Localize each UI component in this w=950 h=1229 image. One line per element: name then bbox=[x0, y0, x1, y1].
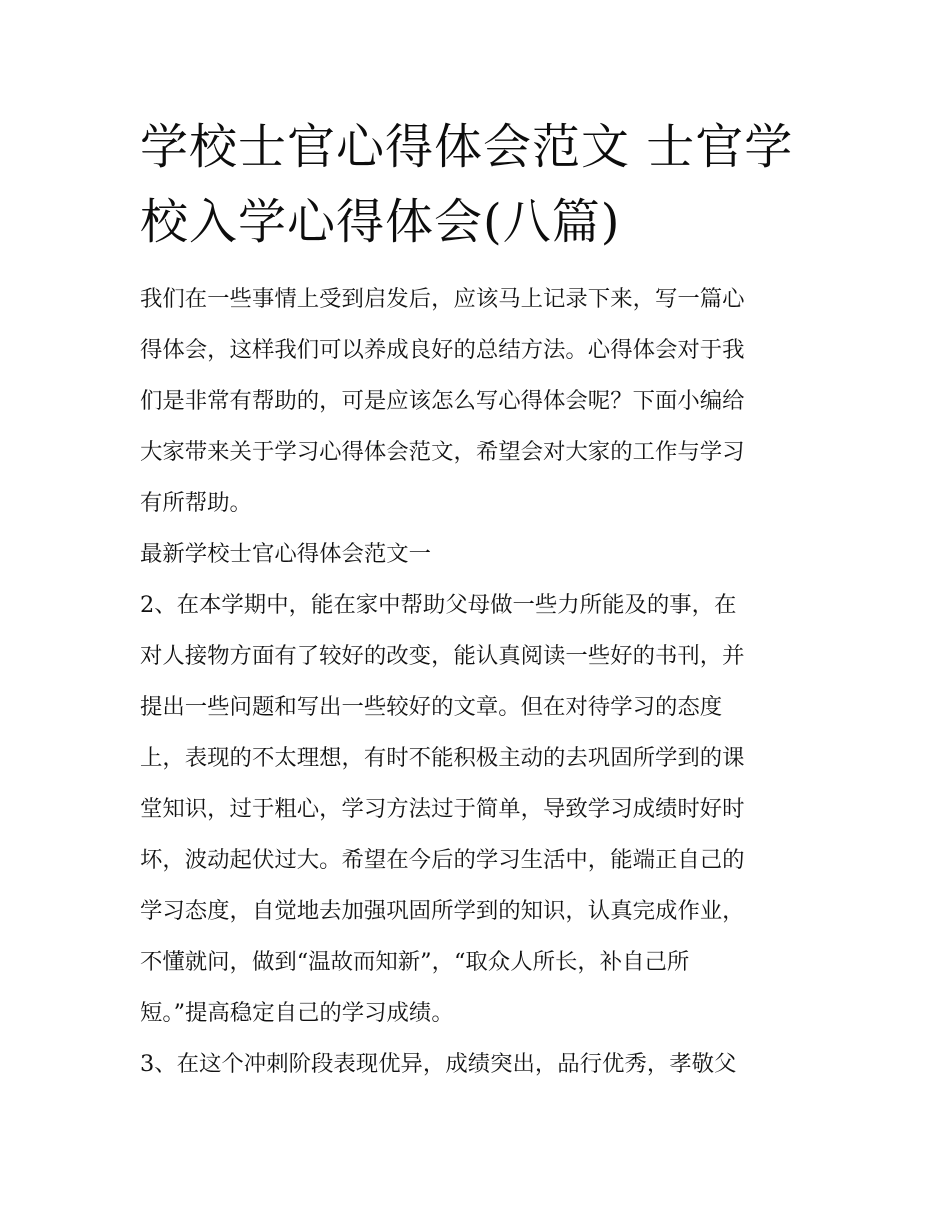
text-line: 有所帮助。 bbox=[140, 490, 252, 516]
text-line: 大家带来关于学习心得体会范文，希望会对大家的工作与学习 bbox=[140, 439, 745, 465]
text-line: 堂知识，过于粗心，学习方法过于简单，导致学习成绩时好时 bbox=[140, 796, 745, 822]
section-heading: 最新学校士官心得体会范文一 bbox=[140, 541, 432, 567]
text-line: 2、在本学期中，能在家中帮助父母做一些力所能及的事，在 bbox=[140, 592, 737, 618]
item-2-paragraph bbox=[140, 580, 812, 1039]
text-line: 上，表现的不太理想，有时不能积极主动的去巩固所学到的课 bbox=[140, 745, 745, 771]
text-line: 我们在一些事情上受到启发后，应该马上记录下来，写一篇心 bbox=[140, 286, 745, 312]
text-line: 得体会，这样我们可以养成良好的总结方法。心得体会对于我 bbox=[140, 337, 745, 363]
text-line: 学习态度，自觉地去加强巩固所学到的知识，认真完成作业， bbox=[140, 898, 745, 924]
item-3-paragraph bbox=[140, 1039, 812, 1090]
intro-paragraph bbox=[140, 274, 812, 529]
document-title bbox=[140, 110, 812, 260]
text-line: 坏，波动起伏过大。希望在今后的学习生活中，能端正自己的 bbox=[140, 847, 745, 873]
text-line: 不懂就问，做到“温故而知新”，“取众人所长，补自己所 bbox=[140, 949, 690, 975]
text-line: 短。”提高稳定自己的学习成绩。 bbox=[140, 1000, 454, 1026]
text-line: 3、在这个冲刺阶段表现优异，成绩突出，品行优秀，孝敬父 bbox=[140, 1051, 737, 1077]
text-line: 们是非常有帮助的，可是应该怎么写心得体会呢？下面小编给 bbox=[140, 388, 745, 414]
title-line: 学校士官心得体会范文 士官学 bbox=[140, 119, 794, 175]
document-body bbox=[140, 274, 812, 1090]
text-line: 对人接物方面有了较好的改变，能认真阅读一些好的书刊，并 bbox=[140, 643, 745, 669]
title-line: 校入学心得体会(八篇) bbox=[140, 194, 621, 250]
document-page bbox=[140, 110, 812, 1090]
text-line: 提出一些问题和写出一些较好的文章。但在对待学习的态度 bbox=[140, 694, 723, 720]
